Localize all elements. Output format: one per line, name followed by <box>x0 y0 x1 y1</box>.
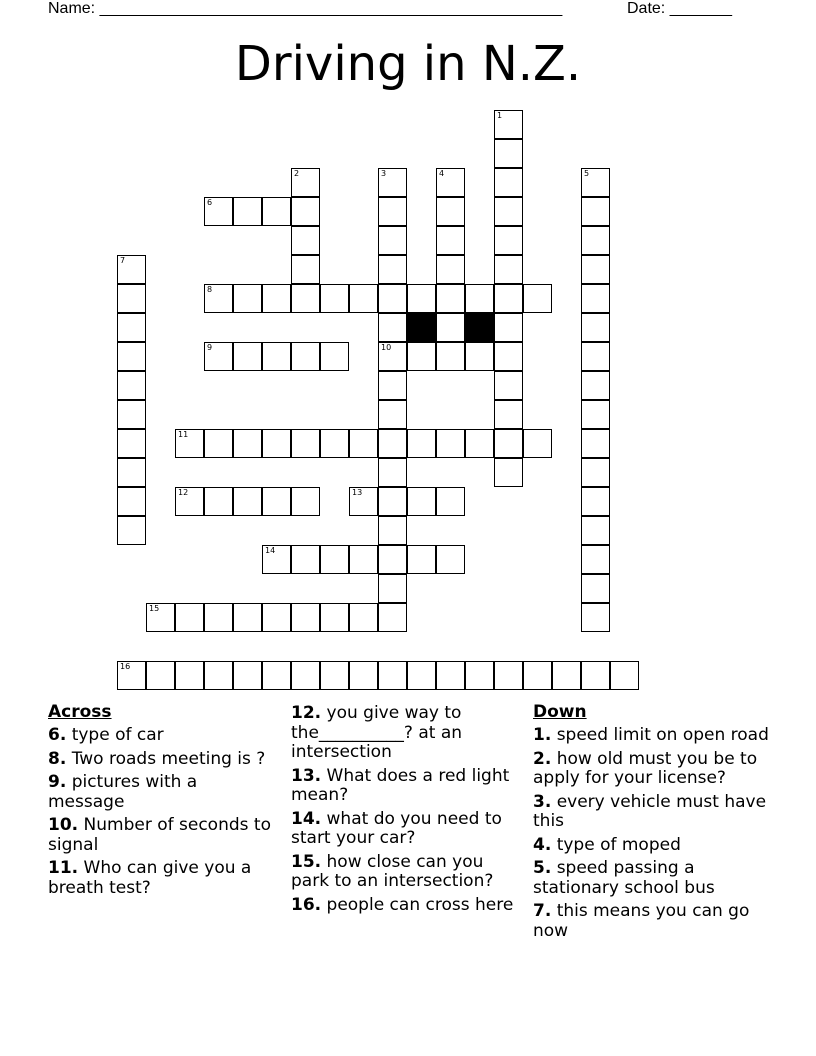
grid-cell[interactable] <box>494 313 523 342</box>
grid-cell[interactable] <box>291 661 320 690</box>
grid-cell[interactable] <box>204 342 233 371</box>
grid-cell[interactable] <box>465 661 494 690</box>
grid-cell[interactable] <box>436 313 465 342</box>
grid-cell[interactable] <box>349 429 378 458</box>
grid-cell[interactable] <box>494 197 523 226</box>
grid-cell[interactable] <box>407 545 436 574</box>
clue-text: Two roads meeting is ? <box>66 748 266 769</box>
grid-cell[interactable] <box>494 371 523 400</box>
grid-cell[interactable] <box>349 284 378 313</box>
grid-cell[interactable] <box>581 603 610 632</box>
clue-num: 12. <box>291 703 322 723</box>
grid-cell[interactable] <box>175 487 204 516</box>
grid-cell[interactable] <box>494 284 523 313</box>
grid-cell[interactable] <box>436 226 465 255</box>
grid-cell[interactable] <box>262 429 291 458</box>
grid-cell[interactable] <box>581 371 610 400</box>
across-heading: Across <box>48 702 112 722</box>
clue-text: how close can you park to an intersection? <box>291 851 494 891</box>
grid-cell[interactable] <box>523 429 552 458</box>
clue-item <box>291 704 519 763</box>
grid-cell[interactable] <box>291 487 320 516</box>
black-cell <box>465 313 494 342</box>
grid-cell[interactable] <box>378 574 407 603</box>
grid-cell[interactable] <box>494 429 523 458</box>
grid-cell[interactable] <box>291 197 320 226</box>
clue-number: 9 <box>207 343 213 352</box>
clue-item <box>291 767 519 806</box>
clue-text: speed passing a stationary school bus <box>533 858 715 898</box>
grid-cell[interactable] <box>581 313 610 342</box>
clue-num: 1. <box>533 725 552 745</box>
clue-number: 11 <box>178 430 189 439</box>
grid-cell[interactable] <box>146 603 175 632</box>
clue-number: 15 <box>149 604 160 613</box>
grid-cell[interactable] <box>262 661 291 690</box>
grid-cell[interactable] <box>378 400 407 429</box>
clue-text: pictures with a message <box>48 772 198 812</box>
grid-cell[interactable] <box>378 371 407 400</box>
grid-cell[interactable] <box>494 168 523 197</box>
grid-cell[interactable] <box>262 197 291 226</box>
down-heading: Down <box>533 702 587 722</box>
grid-cell[interactable] <box>378 255 407 284</box>
grid-cell[interactable] <box>581 516 610 545</box>
grid-cell[interactable] <box>436 487 465 516</box>
clue-item <box>533 902 773 941</box>
clue-num: 15. <box>291 851 322 872</box>
grid-cell[interactable] <box>146 661 175 690</box>
grid-cell[interactable] <box>117 371 146 400</box>
grid-cell[interactable] <box>436 168 465 197</box>
grid-cell[interactable] <box>204 429 233 458</box>
grid-cell[interactable] <box>378 197 407 226</box>
clue-text: every vehicle must have this <box>533 791 767 831</box>
clue-number: 12 <box>178 488 189 497</box>
grid-cell[interactable] <box>233 342 262 371</box>
page-title: Driving in N.Z. <box>234 36 582 92</box>
clue-num: 3. <box>533 791 552 812</box>
clue-num: 7. <box>533 901 552 921</box>
grid-cell[interactable] <box>117 255 146 284</box>
grid-cell[interactable] <box>291 342 320 371</box>
down-clues <box>533 702 773 945</box>
grid-cell[interactable] <box>378 545 407 574</box>
grid-cell[interactable] <box>291 255 320 284</box>
grid-cell[interactable] <box>378 429 407 458</box>
grid-cell[interactable] <box>262 487 291 516</box>
grid-cell[interactable] <box>494 342 523 371</box>
grid-cell[interactable] <box>262 603 291 632</box>
grid-cell[interactable] <box>494 110 523 139</box>
clue-number: 16 <box>120 662 131 671</box>
grid-cell[interactable] <box>117 429 146 458</box>
grid-cell[interactable] <box>117 284 146 313</box>
grid-cell[interactable] <box>523 661 552 690</box>
grid-cell[interactable] <box>581 168 610 197</box>
grid-cell[interactable] <box>465 284 494 313</box>
grid-cell[interactable] <box>378 342 407 371</box>
grid-cell[interactable] <box>436 661 465 690</box>
grid-cell[interactable] <box>378 226 407 255</box>
grid-cell[interactable] <box>349 487 378 516</box>
clue-num: 5. <box>533 858 552 878</box>
clue-num: 14. <box>291 808 322 829</box>
grid-cell[interactable] <box>407 487 436 516</box>
clue-num: 6. <box>48 725 67 745</box>
grid-cell[interactable] <box>262 342 291 371</box>
grid-cell[interactable] <box>291 603 320 632</box>
date-field[interactable]: Date: _______ <box>627 0 732 17</box>
clue-item <box>48 859 273 898</box>
clue-num: 4. <box>533 834 552 855</box>
grid-cell[interactable] <box>436 197 465 226</box>
clue-item <box>291 853 519 892</box>
grid-cell[interactable] <box>494 400 523 429</box>
grid-cell[interactable] <box>494 661 523 690</box>
grid-cell[interactable] <box>436 545 465 574</box>
grid-cell[interactable] <box>175 603 204 632</box>
grid-cell[interactable] <box>262 284 291 313</box>
grid-cell[interactable] <box>291 226 320 255</box>
grid-cell[interactable] <box>378 313 407 342</box>
grid-cell[interactable] <box>378 661 407 690</box>
clue-num: 2. <box>533 748 552 769</box>
grid-cell[interactable] <box>581 487 610 516</box>
clue-number: 7 <box>120 256 126 265</box>
grid-cell[interactable] <box>436 342 465 371</box>
grid-cell[interactable] <box>552 661 581 690</box>
grid-cell[interactable] <box>378 284 407 313</box>
grid-cell[interactable] <box>204 603 233 632</box>
clue-num: 8. <box>48 748 67 769</box>
grid-cell[interactable] <box>378 603 407 632</box>
clue-text: type of moped <box>551 834 681 855</box>
grid-cell[interactable] <box>233 487 262 516</box>
clue-text: Number of seconds to signal <box>48 815 271 855</box>
clue-number: 10 <box>381 343 392 352</box>
grid-cell[interactable] <box>581 284 610 313</box>
grid-cell[interactable] <box>117 661 146 690</box>
clue-num: 11. <box>48 858 79 878</box>
grid-cell[interactable] <box>581 400 610 429</box>
grid-cell[interactable] <box>349 661 378 690</box>
grid-cell[interactable] <box>117 487 146 516</box>
clue-item <box>533 859 773 898</box>
clue-item <box>533 750 773 789</box>
grid-cell[interactable] <box>204 661 233 690</box>
clue-item <box>48 726 273 746</box>
grid-cell[interactable] <box>494 226 523 255</box>
grid-cell[interactable] <box>291 429 320 458</box>
grid-cell[interactable] <box>262 545 291 574</box>
clue-text: what do you need to start your car? <box>291 808 502 848</box>
grid-cell[interactable] <box>175 429 204 458</box>
clue-number: 2 <box>294 169 300 178</box>
clue-item <box>48 816 273 855</box>
clue-item <box>533 726 773 746</box>
grid-cell[interactable] <box>291 545 320 574</box>
clue-item <box>48 773 273 812</box>
grid-cell[interactable] <box>610 661 639 690</box>
clue-text: how old must you be to apply for your license? <box>533 748 758 788</box>
grid-cell[interactable] <box>436 284 465 313</box>
grid-cell[interactable] <box>117 400 146 429</box>
grid-cell[interactable] <box>494 255 523 284</box>
grid-cell[interactable] <box>378 168 407 197</box>
grid-cell[interactable] <box>581 545 610 574</box>
grid-cell[interactable] <box>204 284 233 313</box>
grid-cell[interactable] <box>407 429 436 458</box>
clue-text: you give way to the__________? at an intersection <box>291 703 463 762</box>
grid-cell[interactable] <box>204 487 233 516</box>
grid-cell[interactable] <box>291 284 320 313</box>
grid-cell[interactable] <box>117 342 146 371</box>
name-field[interactable]: Name: ____________________________________________________ <box>48 0 563 17</box>
grid-cell[interactable] <box>581 255 610 284</box>
clue-number: 6 <box>207 198 213 207</box>
clue-text: Who can give you a breath test? <box>48 858 252 898</box>
grid-cell[interactable] <box>117 313 146 342</box>
grid-cell[interactable] <box>494 458 523 487</box>
grid-cell[interactable] <box>581 429 610 458</box>
clue-number: 14 <box>265 546 276 555</box>
grid-cell[interactable] <box>581 574 610 603</box>
grid-cell[interactable] <box>204 197 233 226</box>
grid-cell[interactable] <box>320 545 349 574</box>
clue-text: this means you can go now <box>533 901 750 941</box>
clue-text: What does a red light mean? <box>291 765 510 805</box>
grid-cell[interactable] <box>349 545 378 574</box>
clue-item <box>48 750 273 770</box>
grid-cell[interactable] <box>117 516 146 545</box>
clue-num: 10. <box>48 815 79 835</box>
clue-number: 13 <box>352 488 363 497</box>
clue-number: 5 <box>584 169 590 178</box>
clue-num: 13. <box>291 765 322 786</box>
grid-cell[interactable] <box>349 603 378 632</box>
grid-cell[interactable] <box>320 603 349 632</box>
grid-cell[interactable] <box>233 661 262 690</box>
grid-cell[interactable] <box>436 255 465 284</box>
grid-cell[interactable] <box>407 661 436 690</box>
grid-cell[interactable] <box>233 284 262 313</box>
grid-cell[interactable] <box>407 342 436 371</box>
grid-cell[interactable] <box>581 661 610 690</box>
grid-cell[interactable] <box>320 661 349 690</box>
grid-cell[interactable] <box>175 661 204 690</box>
grid-cell[interactable] <box>465 429 494 458</box>
grid-cell[interactable] <box>436 429 465 458</box>
grid-cell[interactable] <box>378 487 407 516</box>
clue-text: people can cross here <box>321 894 514 915</box>
clue-number: 1 <box>497 111 503 120</box>
grid-cell[interactable] <box>320 342 349 371</box>
across-clues <box>48 702 273 902</box>
middle-clues <box>291 704 519 919</box>
clue-text: speed limit on open road <box>551 725 769 745</box>
grid-cell[interactable] <box>407 284 436 313</box>
grid-cell[interactable] <box>320 429 349 458</box>
grid-cell[interactable] <box>378 516 407 545</box>
grid-cell[interactable] <box>523 284 552 313</box>
grid-cell[interactable] <box>233 197 262 226</box>
clue-number: 8 <box>207 285 213 294</box>
grid-cell[interactable] <box>378 458 407 487</box>
grid-cell[interactable] <box>581 342 610 371</box>
clue-item <box>533 793 773 832</box>
clue-num: 9. <box>48 772 67 792</box>
grid-cell[interactable] <box>291 168 320 197</box>
grid-cell[interactable] <box>320 284 349 313</box>
grid-cell[interactable] <box>233 429 262 458</box>
grid-cell[interactable] <box>581 458 610 487</box>
grid-cell[interactable] <box>465 342 494 371</box>
grid-cell[interactable] <box>233 603 262 632</box>
grid-cell[interactable] <box>581 226 610 255</box>
clue-num: 16. <box>291 894 322 915</box>
clue-item <box>533 836 773 856</box>
clue-item <box>291 810 519 849</box>
black-cell <box>407 313 436 342</box>
grid-cell[interactable] <box>117 458 146 487</box>
clue-text: type of car <box>66 725 164 745</box>
clue-item <box>291 896 519 916</box>
clue-number: 4 <box>439 169 445 178</box>
grid-cell[interactable] <box>494 139 523 168</box>
clue-number: 3 <box>381 169 387 178</box>
grid-cell[interactable] <box>581 197 610 226</box>
